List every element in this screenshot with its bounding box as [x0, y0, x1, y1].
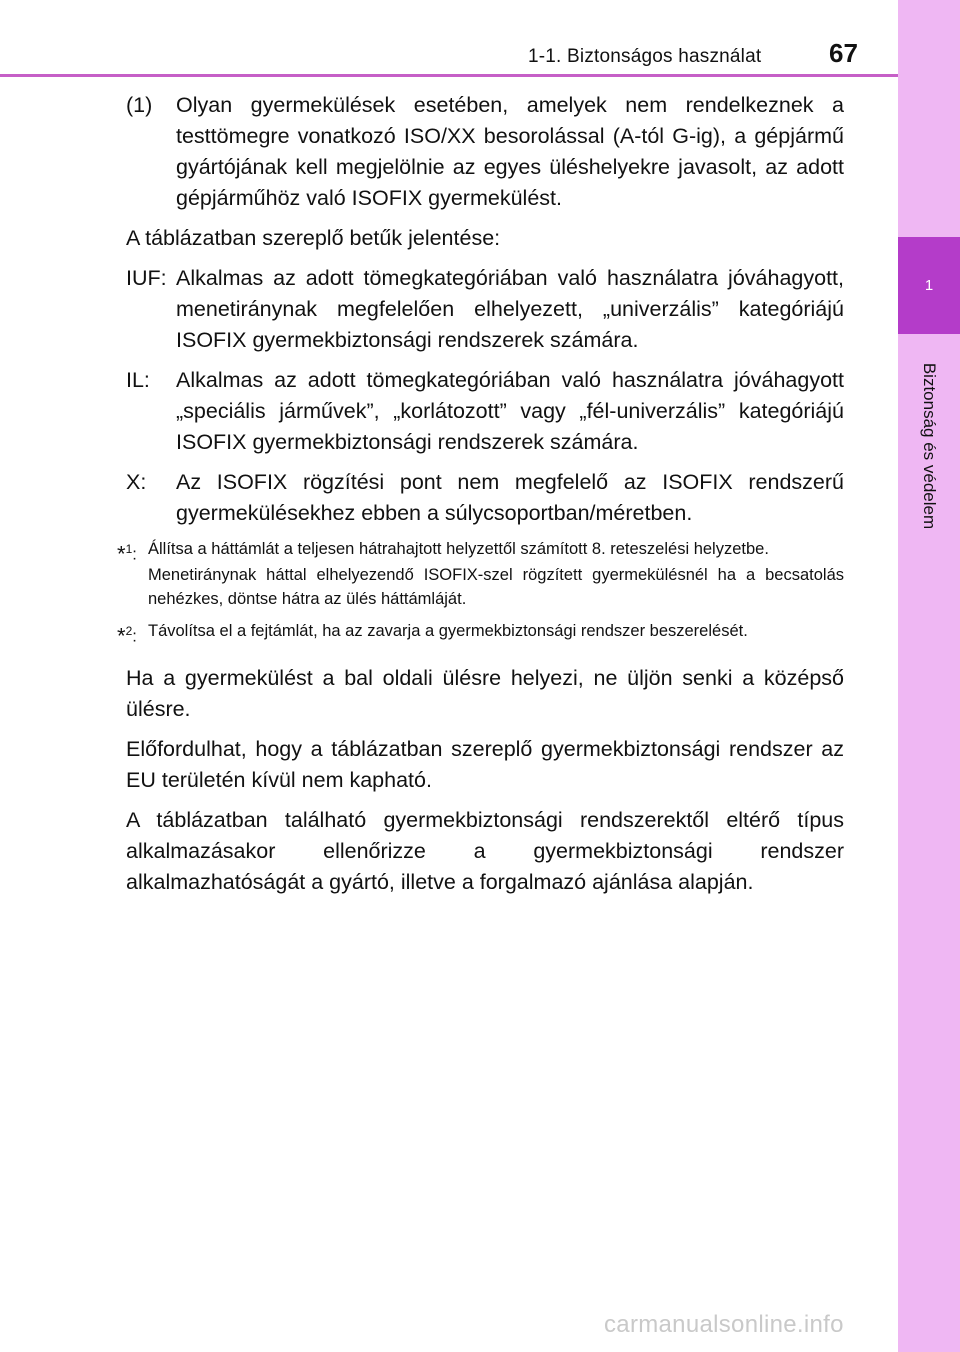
footnote-1	[117, 537, 844, 611]
footnote-text	[148, 537, 844, 611]
legend-intro: A táblázatban szereplő betűk jelentése:	[126, 226, 501, 250]
footnote-line: Állítsa a háttámlát a teljesen hátrahajtott helyzettől számított 8. reteszelési helyzetbe.	[148, 540, 769, 558]
legend-code: IL:	[126, 368, 150, 392]
paragraph: Előfordulhat, hogy a táblázatban szereplő gyermekbiztonsági rendszer az EU területén kívül nem kapható.	[126, 736, 844, 792]
legend-item-iuf	[126, 263, 844, 356]
item-text: Olyan gyermekülések esetében, amelyek nem rendelkeznek a testtömegre vonatkozó ISO/XX besorolással (A-tól G-ig), a gépjármű gyártójának kell megjelölnie az egyes üléshelyekre javasolt, az adott gépjárműhöz való ISOFIX gyermekülést.	[176, 93, 844, 210]
legend-item-x	[126, 467, 844, 529]
main-content	[117, 90, 844, 898]
legend-text: Az ISOFIX rögzítési pont nem megfelelő az ISOFIX rendszerű gyermekülésekhez ebben a súlycsoportban/méretben.	[176, 470, 844, 525]
numbered-item	[126, 90, 844, 214]
section-title: 1-1. Biztonságos használat	[528, 46, 762, 67]
legend-text: Alkalmas az adott tömegkategóriában való használatra jóváhagyott „speciális járművek”, „korlátozott” vagy „fél-univerzális” kategóriájú ISOFIX gyermekbiztonsági rendszerek számára.	[176, 368, 844, 454]
side-tab	[898, 0, 960, 1352]
paragraph: A táblázatban található gyermekbiztonsági rendszerektől eltérő típus alkalmazásakor ellenőrizze a gyermekbiztonsági rendszer alkalmazhatóságát a gyártó, illetve a forgalmazó ajánlása alapján.	[126, 807, 844, 894]
footnote-marker: *$^2$:	[117, 623, 137, 649]
legend-text: Alkalmas az adott tömegkategóriában való használatra jóváhagyott, menetiránynak megfelelően elhelyezett, „univerzális” kategóriájú ISOFIX gyermekbiztonsági rendszerek számára.	[176, 266, 844, 352]
header-rule	[0, 74, 898, 77]
legend-item-il	[126, 365, 844, 458]
footnote-line: Menetiránynak háttal elhelyezendő ISOFIX-szel rögzített gyermekülésnél ha a becsatolás nehézkes, döntse hátra az ülés háttámláját.	[148, 566, 844, 608]
footnote-2	[117, 619, 844, 649]
watermark: carmanualsonline.info	[604, 1311, 844, 1338]
footnote-text: Távolítsa el a fejtámlát, ha az zavarja a gyermekbiztonsági rendszer beszerelését.	[148, 622, 748, 640]
chapter-title: Biztonság és védelem	[920, 362, 939, 530]
legend-code: IUF:	[126, 266, 167, 290]
paragraph: Ha a gyermekülést a bal oldali ülésre helyezi, ne üljön senki a középső ülésre.	[126, 665, 844, 721]
item-number: (1)	[126, 93, 153, 117]
chapter-box	[898, 237, 960, 334]
chapter-number: 1	[924, 277, 934, 294]
legend-code: X:	[126, 470, 147, 494]
footnote-marker: *$^1$:	[117, 541, 137, 567]
page-number: 67	[829, 38, 858, 68]
